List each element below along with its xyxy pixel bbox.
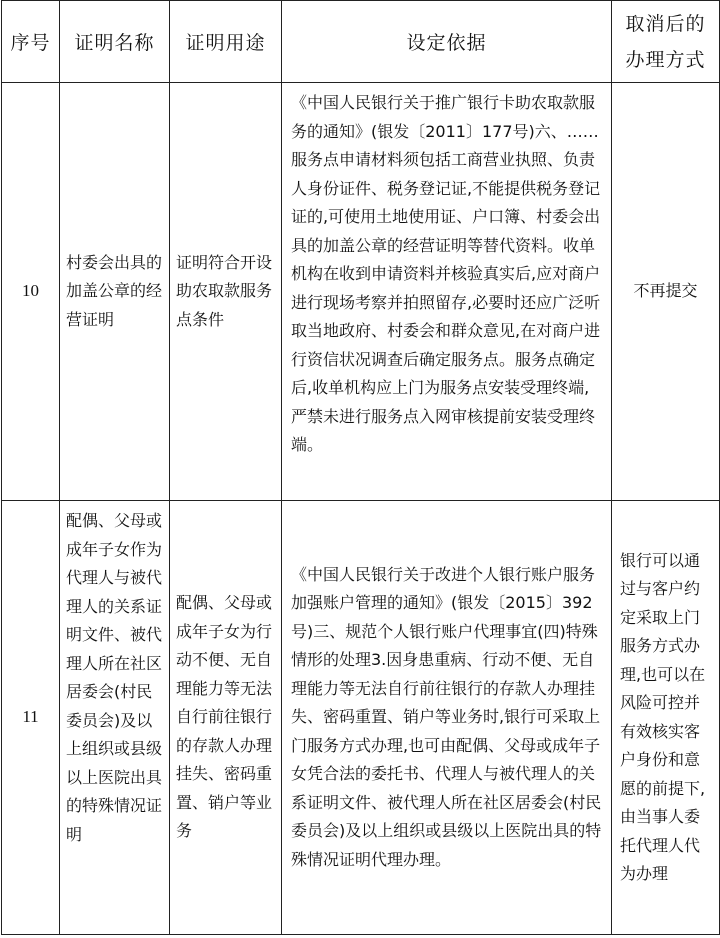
header-basis: 设定依据: [282, 1, 612, 83]
table-row: [2, 83, 720, 501]
table-row: [2, 501, 720, 935]
header-after: [612, 1, 720, 83]
header-use: 证明用途: [170, 1, 282, 83]
header-after-line2: 办理方式: [625, 48, 706, 71]
table-header-row: [2, 1, 720, 83]
row-name: 村委会出具的加盖公章的经营证明: [60, 83, 170, 501]
row-name: 配偶、父母或成年子女作为代理人与被代理人的关系证明文件、被代理人所在社区居委会(村民委员会)及以上组织或县级以上医院出具的特殊情况证明: [60, 501, 170, 935]
row-basis: 《中国人民银行关于推广银行卡助农取款服务的通知》(银发〔2011〕177号)六、……服务点申请材料须包括工商营业执照、负责人身份证件、税务登记证,不能提供税务登记证的,可使用土地使用证、户口簿、村委会出具的加盖公章的经营证明等替代资料。收单机构在收到申请资料并核验真实后,应对商户进行现场考察并拍照留存,必要时还应广泛听取当地政府、村委会和群众意见,在对商户进行资信状况调查后确定服务点。服务点确定后,收单机构应上门为服务点安装受理终端,严禁未进行服务点入网审核提前安装受理终端。: [282, 83, 612, 501]
row-seq: 11: [2, 501, 60, 935]
row-after: 不再提交: [612, 83, 720, 501]
row-basis: 《中国人民银行关于改进个人银行账户服务 加强账户管理的通知》(银发〔2015〕392号)三、规范个人银行账户代理事宜(四)特殊情形的处理3.因身患重病、行动不便、无自理能力等无法自行前往银行的存款人办理挂失、密码重置、销户等业务时,银行可采取上门服务方式办理,也可由配偶、父母或成年子女凭合法的委托书、代理人与被代理人的关系证明文件、被代理人所在社区居委会(村民委员会)及以上组织或县级以上医院出具的特殊情况证明代理办理。: [282, 501, 612, 935]
row-use: 配偶、父母或成年子女为行动不便、无自理能力等无法自行前往银行的存款人办理挂失、密码重置、销户等业务: [170, 501, 282, 935]
row-use: 证明符合开设助农取款服务点条件: [170, 83, 282, 501]
header-seq: 序号: [2, 1, 60, 83]
header-name: 证明名称: [60, 1, 170, 83]
row-after: 银行可以通过与客户约定采取上门服务方式办理,也可以在风险可控并有效核实客户身份和意愿的前提下,由当事人委托代理人代为办理: [612, 501, 720, 935]
row-seq: 10: [2, 83, 60, 501]
certificate-table: [1, 0, 720, 935]
header-after-line1: 取消后的: [625, 12, 706, 35]
